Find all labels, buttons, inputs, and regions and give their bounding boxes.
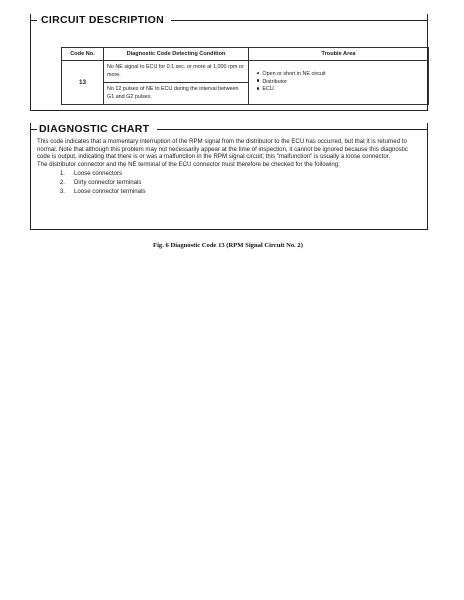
diagnostic-code-table [61, 47, 429, 105]
condition-cell: No 12 pulses of NE to ECU during the interval between G1 and G2 pulses. [104, 83, 249, 105]
trouble-area-text: Distributor [262, 78, 287, 85]
column-header-trouble-area: Trouble Area [249, 48, 429, 61]
bullet-icon [257, 72, 259, 74]
list-item-text: Dirty connector terminals [74, 179, 142, 187]
table-row [62, 61, 429, 83]
check-list [37, 169, 421, 197]
code-number-cell: 13 [62, 61, 104, 105]
list-item [37, 187, 421, 196]
circuit-description-section [30, 14, 428, 111]
trouble-area-item [257, 71, 425, 79]
trouble-area-item [257, 86, 425, 94]
diagnostic-chart-body [37, 138, 421, 197]
header-rule [157, 129, 427, 130]
chart-paragraph: The distributor connector and the NE terminal of the ECU connector must therefore be checked for the following: [37, 161, 340, 169]
column-header-condition: Diagnostic Code Detecting Condition [104, 48, 249, 61]
list-item-text: Loose connector terminals [74, 188, 146, 196]
condition-cell: No NE signal to ECU for 0.1 sec. or more at 1,000 rpm or more. [104, 61, 249, 83]
chart-paragraph: This code indicates that a momentary interruption of the RPM signal from the distributor to the ECU has occurred, but that it is returned to normal. Note that although this problem may not necessarily appear at the time of inspection, it cannot be ignored because this diagnostic code is output, indicating that there is or was a malfunction in the RPM signal circuit; this "malfunction" is usually a loose connector. [37, 138, 408, 161]
list-item [37, 178, 421, 187]
circuit-description-title: CIRCUIT DESCRIPTION [41, 14, 164, 26]
header-rule [31, 129, 37, 130]
trouble-area-item [257, 79, 425, 87]
circuit-description-header [31, 14, 427, 26]
diagnostic-chart-title: DIAGNOSTIC CHART [39, 123, 150, 135]
diagnostic-chart-section [30, 123, 428, 230]
trouble-area-text: Open or short in NE circuit [262, 70, 326, 77]
list-item [37, 169, 421, 178]
table-header-row [62, 48, 429, 61]
bullet-icon [257, 79, 259, 81]
column-header-code-no: Code No. [62, 48, 104, 61]
list-item-number: 1. [59, 169, 65, 177]
header-rule [31, 20, 37, 21]
header-rule [171, 20, 427, 21]
diagnostic-chart-header [31, 123, 427, 135]
trouble-area-text: ECU [262, 86, 274, 93]
list-item-number: 2. [59, 179, 65, 187]
list-item-text: Loose connectors [74, 169, 123, 177]
bullet-icon [257, 87, 259, 89]
figure-caption: Fig. 6 Diagnostic Code 13 (RPM Signal Circuit No. 2) [153, 242, 303, 249]
trouble-area-cell [249, 61, 429, 105]
list-item-number: 3. [59, 188, 65, 196]
